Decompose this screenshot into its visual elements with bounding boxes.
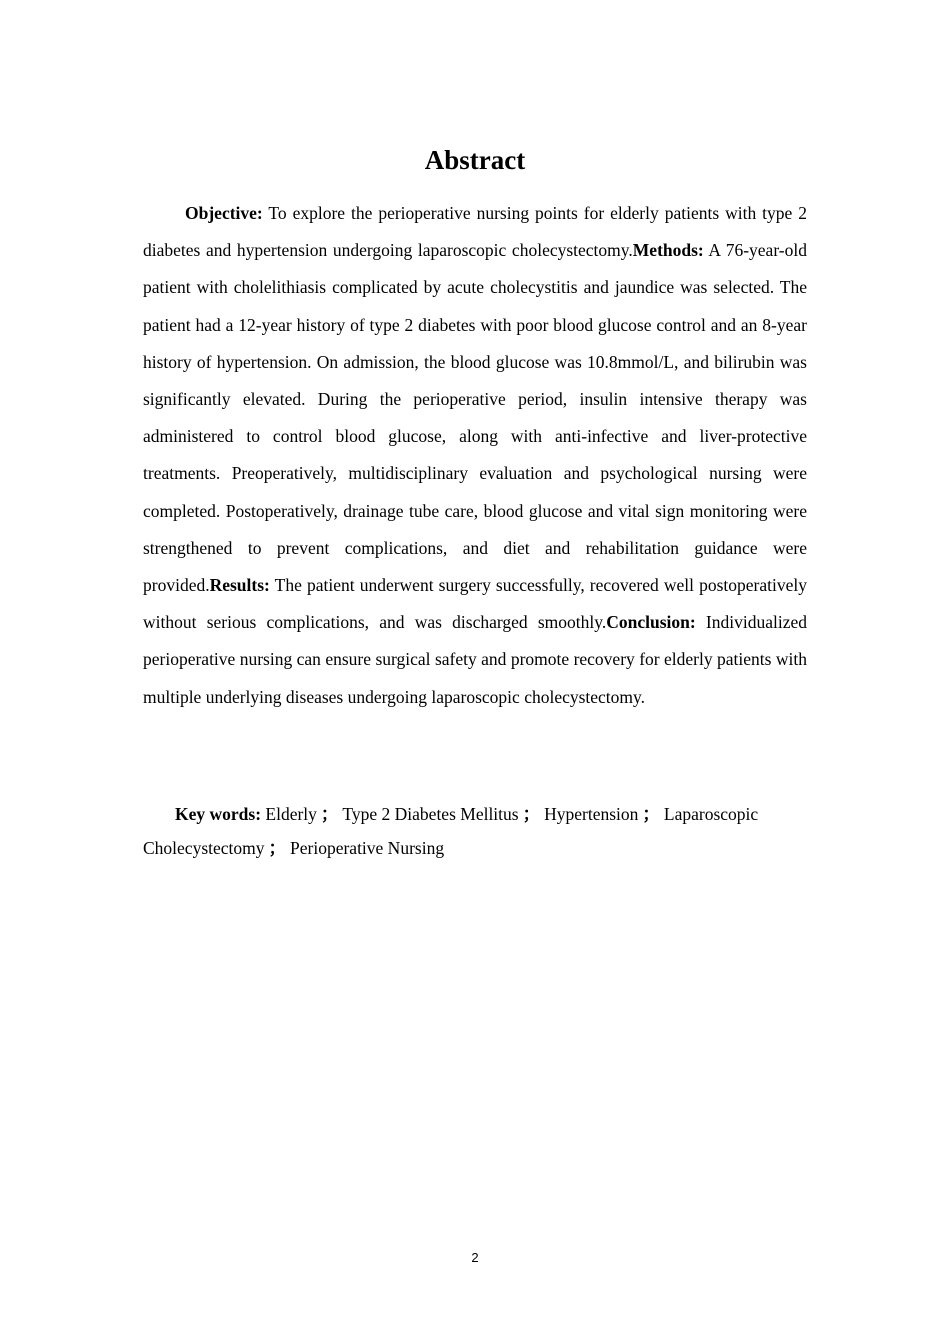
methods-label: Methods: (632, 240, 704, 261)
keyword-separator: ； (268, 838, 287, 858)
conclusion-text: Individualized perioperative nursing can ensure surgical safety and promote recovery for elderly patients with multiple underlying diseases undergoing laparoscopic cholecystectomy. (143, 612, 808, 707)
page-title: Abstract (424, 145, 526, 176)
conclusion-label: Conclusion: (606, 612, 696, 633)
keyword-item: Perioperative Nursing (290, 838, 445, 858)
results-text: The patient underwent surgery successfully, recovered well postoperatively without serious complications, and was discharged smoothly. (143, 575, 807, 633)
keyword-separator: ； (320, 804, 339, 824)
keyword-item: Elderly (265, 804, 317, 824)
objective-label: Objective: (185, 203, 263, 223)
objective-text: To explore the perioperative nursing points for elderly patients with type 2 diabetes and hypertension undergoing laparoscopic cholecystectomy. (143, 203, 807, 261)
keyword-item: Type 2 Diabetes Mellitus (342, 804, 519, 824)
keyword-separator: ； (642, 804, 660, 824)
keyword-item: Laparoscopic Cholecystectomy (143, 804, 759, 858)
keyword-separator: ； (522, 804, 541, 824)
keywords-label: Key words: (175, 804, 262, 824)
keywords-line (143, 797, 807, 865)
page-number: 2 (471, 1250, 479, 1265)
results-label: Results: (209, 575, 270, 596)
methods-text: A 76-year-old patient with cholelithiasis complicated by acute cholecystitis and jaundice was selected. The patient had a 12-year history of type 2 diabetes with poor blood glucose control and an 8-year history of hypertension. On admission, the blood glucose was 10.8mmol/L, and bilirubin was significantly elevated. During the perioperative period, insulin intensive therapy was administered to control blood glucose, along with anti-infective and liver-protective treatments. Preoperatively, multidisciplinary evaluation and psychological nursing were completed. Postoperatively, drainage tube care, blood glucose and vital sign monitoring were strengthened to prevent complications, and diet and rehabilitation guidance were provided. (143, 240, 807, 596)
abstract-paragraph (143, 195, 807, 716)
keyword-item: Hypertension (544, 804, 639, 824)
